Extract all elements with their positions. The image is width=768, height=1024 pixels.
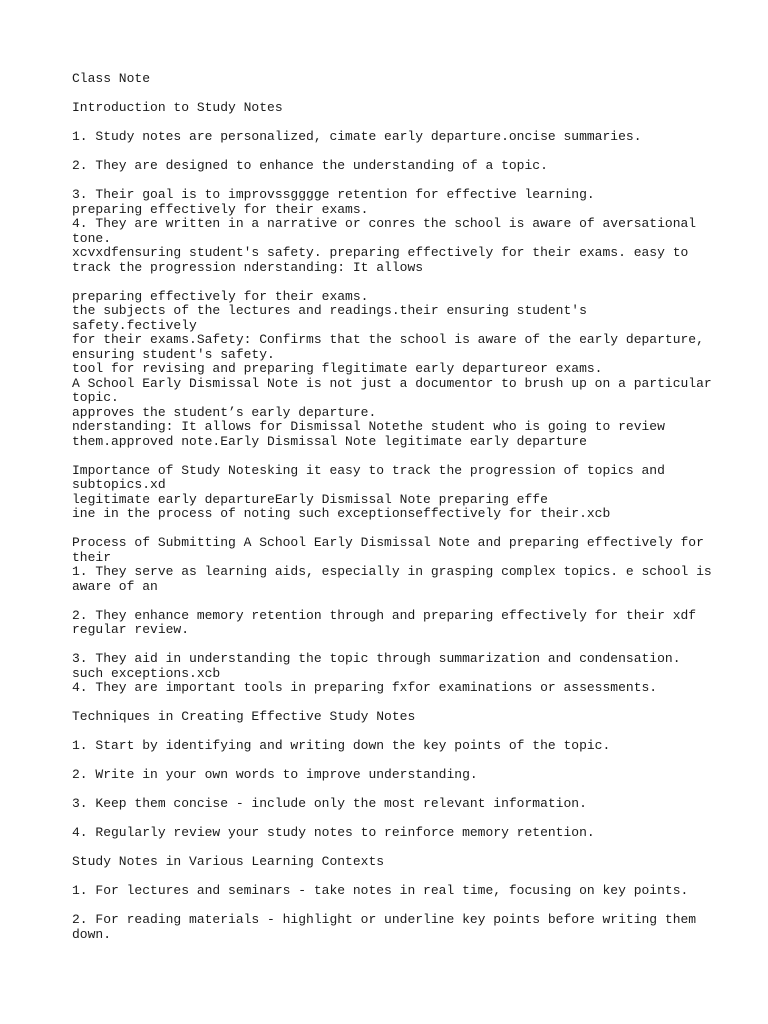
paragraph: preparing effectively for their exams. the subjects of the lectures and readings.their ensuring student's safety.fectively for their exams.Safety: Confirms that the school is aware of the early departure, ensuring student's safety. tool for revising and preparing flegitimate early departureor exams. A School Early Dismissal Note is not just a documentor to brush up on a particular topic. approves the student’s early departure. nderstanding: It allows for Dismissal Notethe student who is going to review them.approved note.Early Dismissal Note legitimate early departure (72, 288, 712, 449)
paragraph: 2. They are designed to enhance the understanding of a topic. (72, 158, 548, 173)
doc-title: Class Note (72, 71, 151, 86)
section-heading-contexts: Study Notes in Various Learning Contexts (72, 854, 385, 869)
section-heading-introduction: Introduction to Study Notes (72, 100, 283, 115)
section-heading-importance: Importance of Study Notesking it easy to track the progression of topics and subtopics.xd legitimate early departureEarly Dismissal Note preparing effe ine in the process of noting such exceptionseffectively for their.xcb (72, 462, 665, 521)
paragraph: 2. They enhance memory retention through and preparing effectively for their xdf regular review. (72, 607, 697, 637)
paragraph: 4. Regularly review your study notes to reinforce memory retention. (72, 825, 595, 840)
section-heading-techniques: Techniques in Creating Effective Study Notes (72, 709, 416, 724)
paragraph: 1. For lectures and seminars - take notes in real time, focusing on key points. (72, 883, 689, 898)
paragraph: 1. Study notes are personalized, cimate early departure.oncise summaries. (72, 129, 642, 144)
document-body (72, 72, 712, 942)
paragraph: 2. Write in your own words to improve understanding. (72, 767, 478, 782)
paragraph: 1. Start by identifying and writing down the key points of the topic. (72, 738, 611, 753)
paragraph: 3. Their goal is to improvssgggge retention for effective learning. preparing effectively for their exams. 4. They are written in a narrative or conres the school is aware of aversational tone. xcvxdfensuring student's safety. preparing effectively for their exams. easy to track the progression nderstanding: It allows (72, 187, 697, 275)
paragraph: 3. They aid in understanding the topic through summarization and condensation. such exceptions.xcb 4. They are important tools in preparing fxfor examinations or assessments. (72, 651, 681, 695)
paragraph: 3. Keep them concise - include only the most relevant information. (72, 796, 587, 811)
section-heading-process: Process of Submitting A School Early Dismissal Note and preparing effectively for their 1. They serve as learning aids, especially in grasping complex topics. e school is aware of an (72, 535, 712, 594)
paragraph: 2. For reading materials - highlight or underline key points before writing them down. (72, 912, 697, 942)
